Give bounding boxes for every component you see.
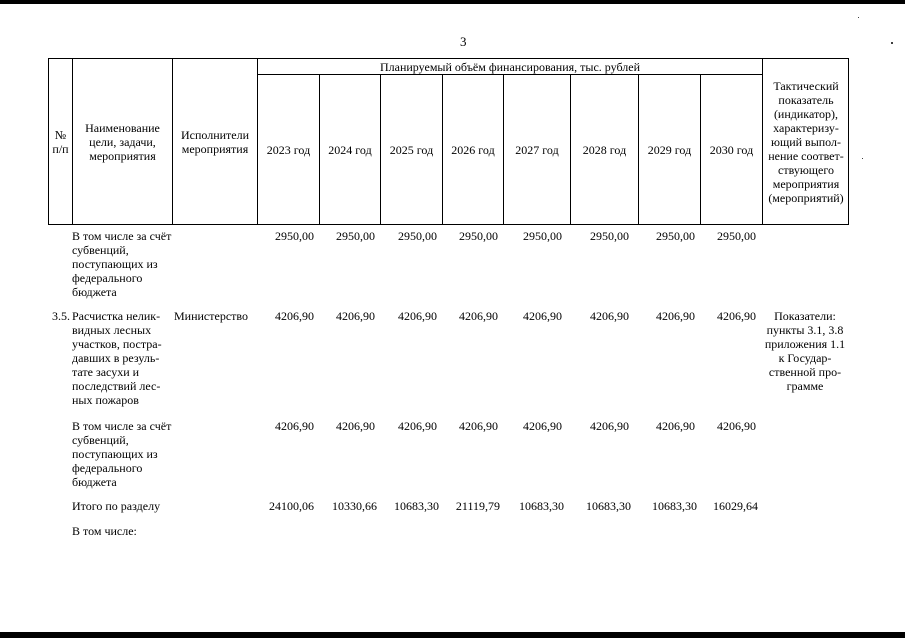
row-value: 4206,90 — [523, 419, 562, 433]
header-executor: Исполнители мероприятия — [180, 127, 250, 156]
row-value: 2950,00 — [523, 229, 562, 243]
row-value: 4206,90 — [336, 419, 375, 433]
row-value: 4206,90 — [275, 419, 314, 433]
header-indicator: Тактический показатель (индикатор), характеризу-ющий выпол-нение соответ-ствующего мероприятия (мероприятий) — [768, 78, 844, 205]
row-value: 4206,90 — [459, 419, 498, 433]
row-value: 2950,00 — [459, 229, 498, 243]
row-value: 2950,00 — [717, 229, 756, 243]
row-value: 10683,30 — [519, 499, 564, 513]
row-value: 10683,30 — [652, 499, 697, 513]
page-number: 3 — [460, 34, 467, 49]
header-year: 2027 год — [515, 142, 559, 157]
row-value: 2950,00 — [275, 229, 314, 243]
row-value: 4206,90 — [398, 309, 437, 323]
row-name: В том числе: — [72, 524, 137, 538]
row-value: 2950,00 — [398, 229, 437, 243]
scan-bottom-border — [0, 632, 905, 638]
scan-speck — [891, 42, 893, 44]
header-year: 2023 год — [266, 142, 311, 157]
row-value: 10330,66 — [332, 499, 377, 513]
header-year: 2026 год — [451, 142, 495, 157]
header-year: 2029 год — [647, 142, 692, 157]
row-value: 4206,90 — [398, 419, 437, 433]
scan-speck — [862, 158, 863, 159]
scan-speck — [858, 17, 859, 18]
row-value: 4206,90 — [459, 309, 498, 323]
header-year: 2030 год — [709, 142, 754, 157]
row-num: 3.5. — [52, 309, 70, 323]
row-value: 4206,90 — [523, 309, 562, 323]
row-value: 2950,00 — [590, 229, 629, 243]
row-value: 4206,90 — [717, 309, 756, 323]
row-value: 2950,00 — [336, 229, 375, 243]
row-indicator: Показатели: пункты 3.1, 3.8 приложения 1.1 к Государ-ственной про-грамме — [764, 309, 846, 393]
header-year: 2024 год — [328, 142, 372, 157]
row-value: 4206,90 — [656, 419, 695, 433]
scan-top-border — [0, 0, 905, 4]
row-value: 4206,90 — [336, 309, 375, 323]
row-value: 10683,30 — [586, 499, 631, 513]
row-executor: Министерство — [174, 309, 248, 323]
header-year: 2028 год — [582, 142, 627, 157]
header-year: 2025 год — [389, 142, 434, 157]
row-value: 4206,90 — [590, 419, 629, 433]
row-value: 4206,90 — [590, 309, 629, 323]
row-value: 4206,90 — [717, 419, 756, 433]
row-value: 24100,06 — [269, 499, 314, 513]
row-name: В том числе за счёт субвенций, поступающих из федерального бюджета — [72, 229, 172, 299]
row-name: Расчистка нелик-видных лесных участков, постра-давших в резуль-тате засухи и последствий лес-ных пожаров — [72, 309, 162, 407]
header-num: № п/п — [52, 127, 69, 156]
row-value: 21119,79 — [455, 499, 500, 513]
row-name: В том числе за счёт субвенций, поступающих из федерального бюджета — [72, 419, 172, 489]
header-name: Наименование цели, задачи, мероприятия — [85, 120, 160, 163]
row-value: 4206,90 — [656, 309, 695, 323]
row-value: 2950,00 — [656, 229, 695, 243]
header-financing-title: Планируемый объём финансирования, тыс. рублей — [379, 59, 640, 74]
table-header — [48, 58, 849, 225]
row-value: 16029,64 — [713, 499, 758, 513]
row-value: 4206,90 — [275, 309, 314, 323]
row-name: Итого по разделу — [72, 499, 161, 513]
row-value: 10683,30 — [394, 499, 439, 513]
